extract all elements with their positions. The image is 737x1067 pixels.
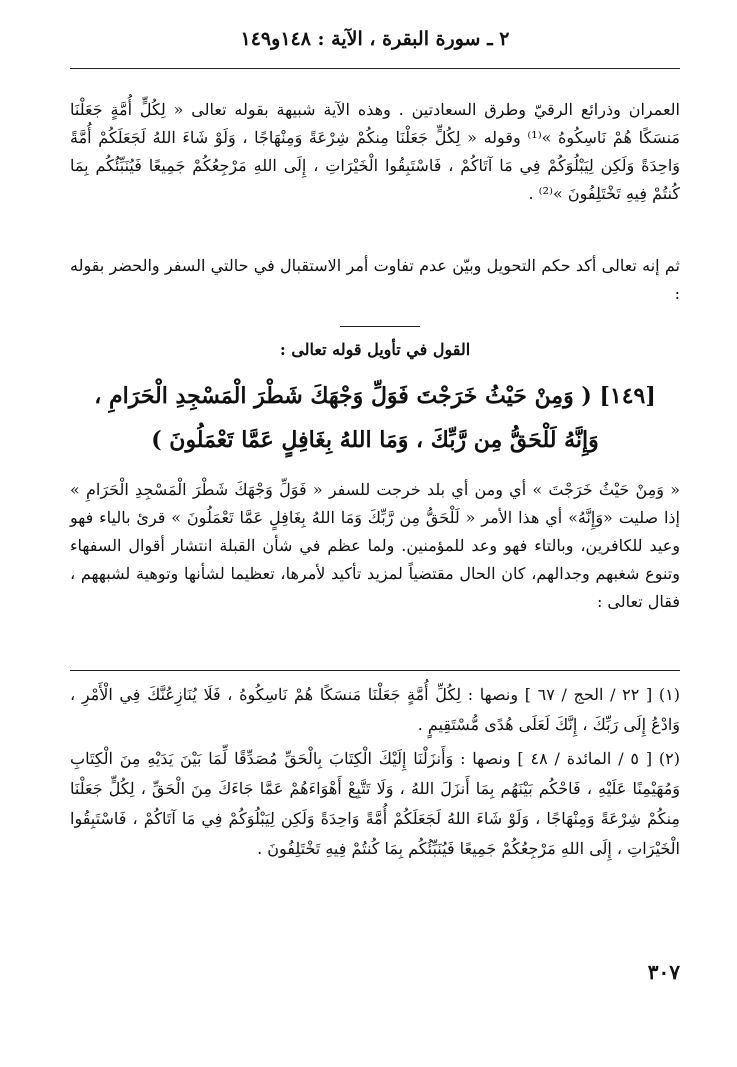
section-heading: القول في تأويل قوله تعالى : [279, 340, 471, 359]
section-divider [340, 326, 420, 327]
verse-text-1: ( وَمِنْ حَيْثُ خَرَجْتَ فَوَلِّ وَجْهَكَ شَطْرَ الْمَسْجِدِ الْحَرَامِ ، [94, 383, 592, 409]
quran-verse-block [70, 374, 680, 462]
footnote [70, 680, 680, 740]
book-page [70, 0, 680, 1067]
running-header: ٢ ـ سورة البقرة ، الآية : ١٤٨و١٤٩ [240, 28, 510, 50]
commentary-paragraph-1: العمران وذرائع الرقيّ وطرق السعادتين . وهذه الآية شبيهة بقوله تعالى « لِكُلٍّ أُمَّةٍ جَعَلْنَا مَنسَكًا هُمْ نَاسِكُوهُ »⁽¹⁾ وقوله « لِكُلٍّ جَعَلْنَا مِنكُمْ شِرْعَةً وَمِنْهَاجًا ، وَلَوْ شَاءَ اللهُ لَجَعَلَكُمْ أُمَّةً وَاحِدَةً وَلَكِن لِيَبْلُوَكُمْ فِي مَا آتَاكُمْ ، فَاسْتَبِقُوا الْخَيْرَاتِ ، إِلَى اللهِ مَرْجِعُكُمْ جَمِيعًا فَيُنَبِّئُكُم بِمَا كُنتُمْ فِيهِ تَخْتَلِفُونَ »⁽²⁾ . [70, 100, 681, 203]
footnote-divider [70, 670, 680, 671]
header-divider [70, 68, 680, 69]
footnote [70, 744, 680, 864]
verse-line-1 [70, 374, 680, 418]
verse-line-2: وَإِنَّهُ لَلْحَقُّ مِن رَّبِّكَ ، وَمَا اللهُ بِغَافِلٍ عَمَّا تَعْمَلُونَ ) [151, 427, 599, 453]
verse-number: [١٤٩] [599, 383, 656, 409]
footnote-text: [ ٥ / المائدة / ٤٨ ] ونصها : وَأَنزَلْنَا إِلَيْكَ الْكِتَابَ بِالْحَقِّ مُصَدِّقًا لِّمَا بَيْنَ يَدَيْهِ مِنَ الْكِتَابِ وَمُهَيْمِنًا عَلَيْهِ ، فَاحْكُم بَيْنَهُم بِمَا أَنزَلَ اللهُ ، وَلَا تَتَّبِعْ أَهْوَاءَهُمْ عَمَّا جَاءَكَ مِنَ الْحَقِّ ، لِكُلٍّ جَعَلْنَا مِنكُمْ شِرْعَةً وَمِنْهَاجًا ، وَلَوْ شَاءَ اللهُ لَجَعَلَكُمْ أُمَّةً وَاحِدَةً وَلَكِن لِيَبْلُوَكُمْ فِي مَا آتَاكُمْ ، فَاسْتَبِقُوا الْخَيْرَاتِ ، إِلَى اللهِ مَرْجِعُكُمْ جَمِيعًا فَيُنَبِّئُكُم بِمَا كُنتُمْ فِيهِ تَخْتَلِفُونَ . [70, 749, 680, 858]
footnote-marker: (٢) [658, 749, 680, 768]
page-number: ٣٠٧ [647, 960, 680, 984]
commentary-paragraph-2: ثم إنه تعالى أكد حكم التحويل وبيّن عدم تفاوت أمر الاستقبال في حالتي السفر والحضر بقوله : [70, 256, 680, 303]
footnote-text: [ ٢٢ / الحج / ٦٧ ] ونصها : لِكُلِّ أُمَّةٍ جَعَلْنَا مَنسَكًا هُمْ نَاسِكُوهُ ، فَلَا يُنَازِعُنَّكَ فِي الْأَمْرِ ، وَادْعُ إِلَى رَبِّكَ ، إِنَّكَ لَعَلَى هُدًى مُّسْتَقِيمٍ . [70, 685, 680, 734]
commentary-paragraph-3: « وَمِنْ حَيْثُ خَرَجْتَ » أي ومن أي بلد خرجت للسفر « فَوَلِّ وَجْهَكَ شَطْرَ الْمَسْجِدِ الْحَرَامِ » إذا صليت «وَإِنَّهُ» أي هذا الأمر « لَلْحَقُّ مِن رَّبِّكَ وَمَا اللهُ بِغَافِلٍ عَمَّا تَعْمَلُونَ » قرئ بالياء فهو وعيد للكافرين، وبالتاء فهو وعد للمؤمنين. ولما عظم في شأن القبلة انتشار أقوال السفهاء وتنوع شغبهم وجدالهم، كان الحال مقتضياً لمزيد تأكيد لأمرها، تعظيما لشأنها وتوهية لشبههم ، فقال تعالى : [70, 480, 680, 611]
footnote-marker: (١) [658, 685, 681, 704]
footnotes [70, 680, 680, 868]
